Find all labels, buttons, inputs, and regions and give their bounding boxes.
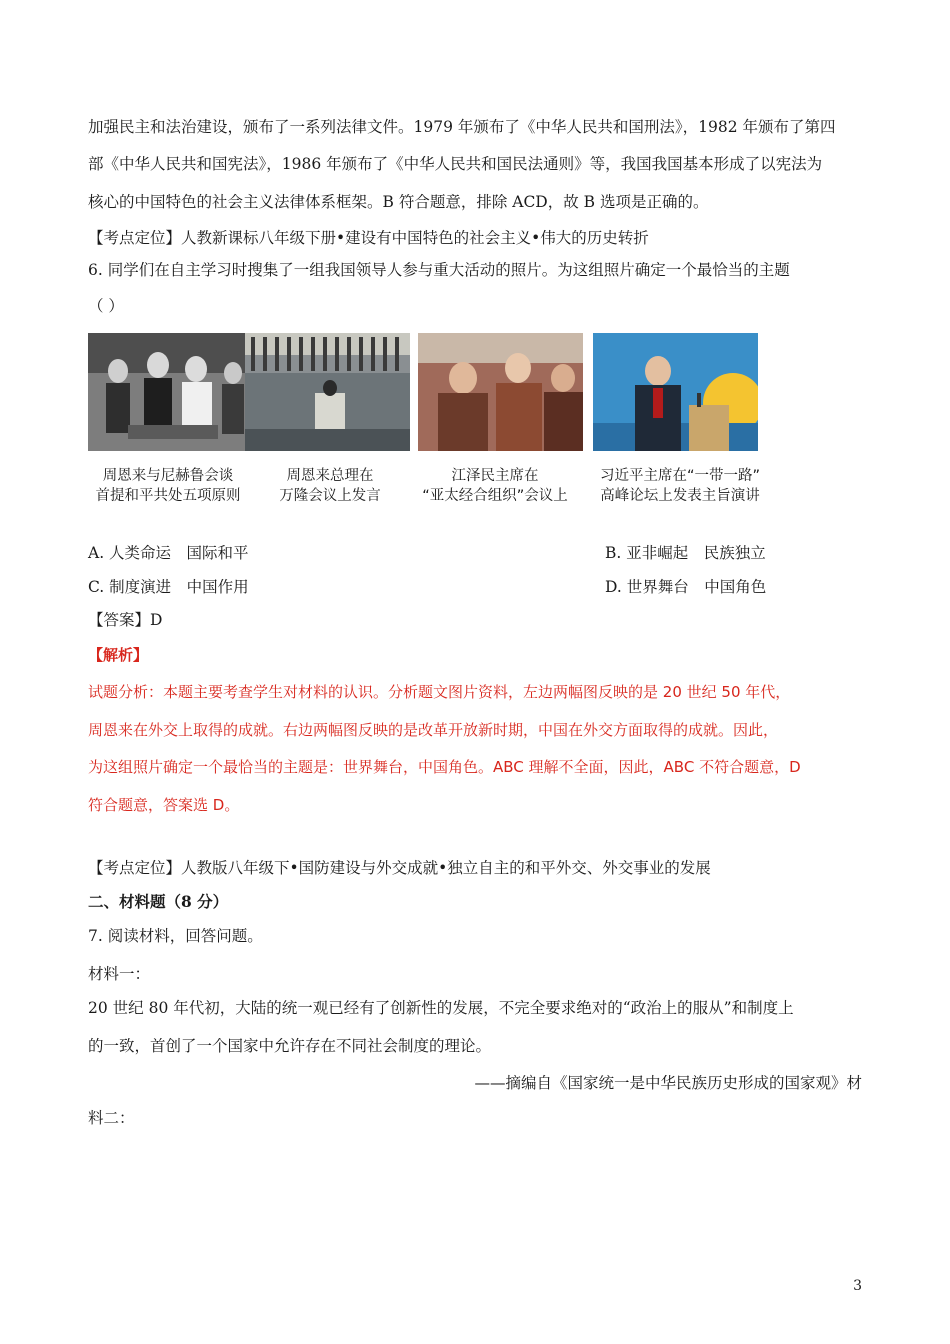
- caption-1-line-1: 周恩来与尼赫鲁会谈: [102, 468, 234, 484]
- photo-zhou-nehru: [88, 333, 253, 451]
- material-1-line-2: 的一致，首创了一个国家中允许存在不同社会制度的理论。: [88, 1037, 492, 1055]
- material-1-source: ——摘编自《国家统一是中华民族历史形成的国家观》材: [474, 1074, 862, 1092]
- material-1-label: 材料一：: [88, 965, 151, 983]
- caption-2: [240, 466, 420, 506]
- answer: 【答案】D: [88, 611, 163, 629]
- caption-4-line-2: 高峰论坛上发表主旨演讲: [600, 488, 760, 504]
- q7-stem: 7. 阅读材料，回答问题。: [88, 927, 263, 945]
- jiexi-line-3: 为这组照片确定一个最恰当的主题是：世界舞台，中国角色。ABC 理解不全面，因此，ABC 不符合题意，D: [88, 758, 801, 776]
- caption-2-line-1: 周恩来总理在: [286, 468, 374, 484]
- jiexi-line-4: 符合题意，答案选 D。: [88, 796, 240, 814]
- q6-paren: （ ）: [88, 297, 124, 315]
- caption-3-line-2: “亚太经合组织”会议上: [422, 488, 568, 504]
- caption-3-line-1: 江泽民主席在: [451, 468, 539, 484]
- caption-2-line-2: 万隆会议上发言: [279, 488, 381, 504]
- caption-4-line-1: 习近平主席在“一带一路”: [599, 468, 761, 484]
- kaodian-2: 【考点定位】人教版八年级下•国防建设与外交成就•独立自主的和平外交、外交事业的发展: [88, 859, 711, 877]
- kaodian-1: 【考点定位】人教新课标八年级下册•建设有中国特色的社会主义•伟大的历史转折: [88, 229, 649, 247]
- section-2-title: 二、材料题（8 分）: [88, 892, 229, 911]
- material-2-label: 料二：: [88, 1109, 135, 1127]
- caption-1: [78, 466, 258, 506]
- jiexi-label: 【解析】: [88, 646, 149, 664]
- caption-3: [405, 466, 585, 506]
- option-c: C. 制度演进 中国作用: [88, 578, 249, 596]
- q6-stem: 6. 同学们在自主学习时搜集了一组我国领导人参与重大活动的照片。为这组照片确定一个最恰当的主题: [88, 261, 790, 279]
- jiexi-line-1: 试题分析：本题主要考查学生对材料的认识。分析题文图片资料，左边两幅图反映的是 20 世纪 50 年代，: [88, 683, 791, 701]
- photo-bandung-conference: [245, 333, 410, 451]
- option-d: D. 世界舞台 中国角色: [605, 578, 767, 596]
- photo-apec-meeting: [418, 333, 583, 451]
- jiexi-line-2: 周恩来在外交上取得的成就。右边两幅图反映的是改革开放新时期，中国在外交方面取得的成就。因此，: [88, 721, 779, 739]
- intro-line-1: 加强民主和法治建设，颁布了一系列法律文件。1979 年颁布了《中华人民共和国刑法》，1982 年颁布了第四: [88, 118, 836, 136]
- intro-line-2: 部《中华人民共和国宪法》，1986 年颁布了《中华人民共和国民法通则》等，我国我国基本形成了以宪法为: [88, 155, 823, 173]
- caption-4: [590, 466, 770, 506]
- option-a: A. 人类命运 国际和平: [88, 544, 249, 562]
- page-number: 3: [853, 1278, 862, 1294]
- intro-line-3: 核心的中国特色的社会主义法律体系框架。B 符合题意，排除 ACD，故 B 选项是正确的。: [88, 193, 709, 211]
- caption-1-line-2: 首提和平共处五项原则: [95, 488, 241, 504]
- material-1-line-1: 20 世纪 80 年代初，大陆的统一观已经有了创新性的发展，不完全要求绝对的“政治上的服从”和制度上: [88, 999, 794, 1017]
- option-b: B. 亚非崛起 民族独立: [605, 544, 766, 562]
- photo-belt-road-forum: [593, 333, 758, 451]
